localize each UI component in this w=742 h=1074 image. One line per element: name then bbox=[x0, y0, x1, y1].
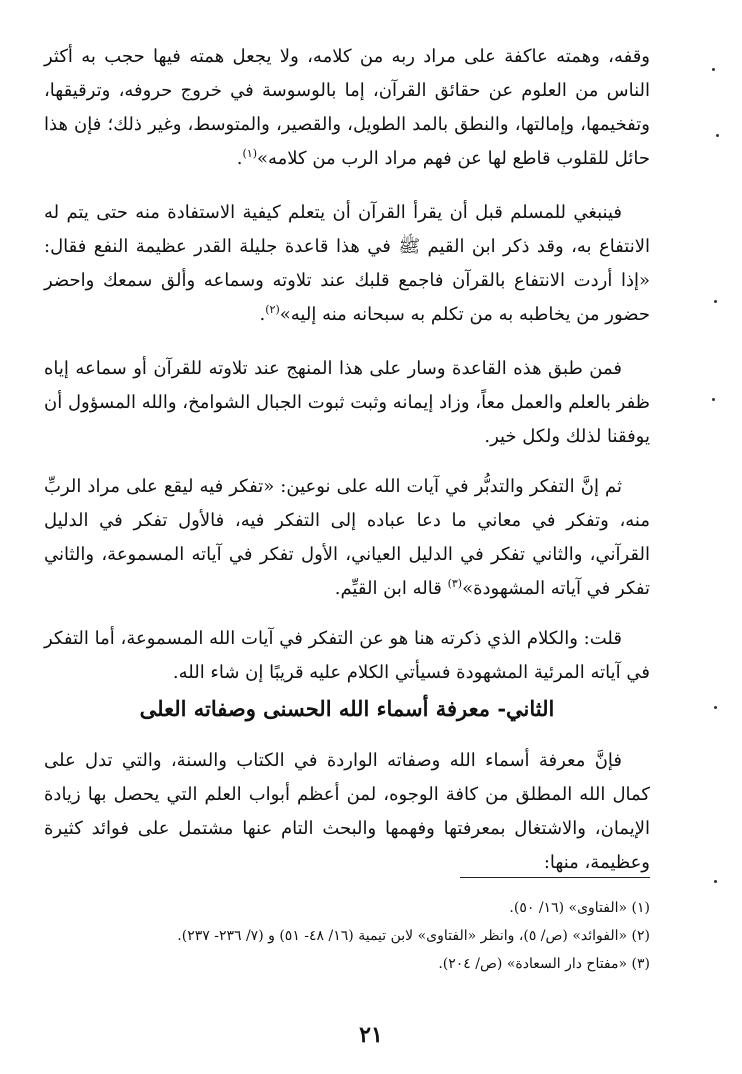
scan-speck bbox=[714, 300, 717, 303]
scan-speck bbox=[712, 398, 715, 401]
page-number: ٢١ bbox=[359, 1022, 383, 1048]
paragraph-text: فإنَّ معرفة أسماء الله وصفاته الواردة في الكتاب والسنة، والتي تدل على كمال الله المطلق من كافة الوجوه، لمن أعظم أبواب العلم التي يحصل بها زيادة الإيمان، والاشتغال بمعرفتها وفهمها والبحث التام عنها مشتمل على فوائد كثيرة وعظيمة، منها: bbox=[44, 750, 650, 873]
paragraph-2: فينبغي للمسلم قبل أن يقرأ القرآن أن يتعلم كيفية الاستفادة منه حتى يتم له الانتفاع به، وقد ذكر ابن القيم ﷺ في هذا قاعدة جليلة القدر عظيمة النفع فقال: «إذا أردت الانتفاع بالقرآن فاجمع قلبك عند تلاوته وسماعه وألق سمعك واحضر حضور من يخاطبه به من تكلم به سبحانه منه إليه»$^{(٢)}$. bbox=[44, 202, 650, 325]
scan-speck bbox=[714, 706, 717, 709]
scan-speck bbox=[712, 68, 715, 71]
paragraph-text: وقفه، وهمته عاكفة على مراد ربه من كلامه، ولا يجعل همته فيها حجب به أكثر الناس من العلوم عن حقائق القرآن، إما بالوسوسة في خروج حروفه، وترقيقها، وتفخيمها، وإمالتها، والنطق بالمد الطويل، والقصير، والمتوسط، وغير ذلك؛ فإن هذا حائل للقلوب قاطع لها عن فهم مراد الرب من كلامه» bbox=[44, 46, 650, 169]
paragraph-text: فينبغي للمسلم قبل أن يقرأ القرآن أن يتعلم كيفية الاستفادة منه حتى يتم له الانتفاع به، وقد ذكر ابن القيم ﷺ في هذا قاعدة جليلة القدر عظيمة النفع فقال: «إذا أردت الانتفاع بالقرآن فاجمع قلبك عند تلاوته وسماعه وألق سمعك واحضر حضور من يخاطبه به من تكلم به سبحانه منه إليه» bbox=[44, 202, 650, 325]
paragraph-text: قلت: والكلام الذي ذكرته هنا هو عن التفكر في آيات الله المسموعة، أما التفكر في آياته المرئية المشهودة فسيأتي الكلام عليه قريبًا إن شاء الله. bbox=[44, 628, 650, 683]
paragraph-5 bbox=[44, 622, 650, 690]
scan-speck bbox=[716, 134, 719, 137]
paragraph-4 bbox=[44, 470, 650, 606]
footnote-1: (١) «الفتاوى» (١٦/ ٥٠). bbox=[509, 900, 650, 916]
footnotes bbox=[44, 894, 650, 978]
footnote-3: (٣) «مفتاح دار السعادة» (ص/ ٢٠٤). bbox=[438, 956, 650, 972]
footnote-2: (٢) «الفوائد» (ص/ ٥)، وانظر «الفتاوى» لابن تيمية (١٦/ ٤٨- ٥١) و (٧/ ٢٣٦- ٢٣٧). bbox=[177, 928, 650, 944]
footnote-ref-1[interactable]: (١) bbox=[242, 147, 257, 160]
footnote-divider bbox=[460, 877, 650, 878]
footnote-ref-3[interactable]: (٣) bbox=[447, 577, 463, 590]
scan-speck bbox=[714, 880, 717, 883]
footnote-ref-2[interactable]: (٢) bbox=[265, 303, 280, 316]
paragraph-6 bbox=[44, 744, 650, 880]
paragraph-1: وقفه، وهمته عاكفة على مراد ربه من كلامه، ولا يجعل همته فيها حجب به أكثر الناس من العلوم عن حقائق القرآن، إما بالوسوسة في خروج حروفه، وترقيقها، وتفخيمها، وإمالتها، والنطق بالمد الطويل، والقصير، والمتوسط، وغير ذلك؛ فإن هذا حائل للقلوب قاطع لها عن فهم مراد الرب من كلامه»$^{(١)}$. bbox=[44, 46, 650, 169]
paragraph-3 bbox=[44, 352, 650, 454]
section-heading: الثاني- معرفة أسماء الله الحسنى وصفاته العلى bbox=[139, 696, 555, 721]
paragraph-text: ثم إنَّ التفكر والتدبُّر في آيات الله على نوعين: «تفكر فيه ليقع على مراد الربِّ منه، وتفكر في معاني ما دعا عباده إلى التفكر فيه، فالأول تفكر في الدليل القرآني، والثاني تفكر في الدليل العياني، الأول تفكر في آياته المسموعة، والثاني تفكر في آياته المشهودة» bbox=[44, 476, 650, 599]
paragraph-text: فمن طبق هذه القاعدة وسار على هذا المنهج عند تلاوته للقرآن أو سماعه إياه ظفر بالعلم والعمل معاً، وزاد إيمانه وثبت ثبوت الجبال الشوامخ، والله المسؤول أن يوفقنا لذلك ولكل خير. bbox=[44, 358, 650, 447]
paragraph-tail: قاله ابن القيِّم. bbox=[334, 578, 448, 599]
